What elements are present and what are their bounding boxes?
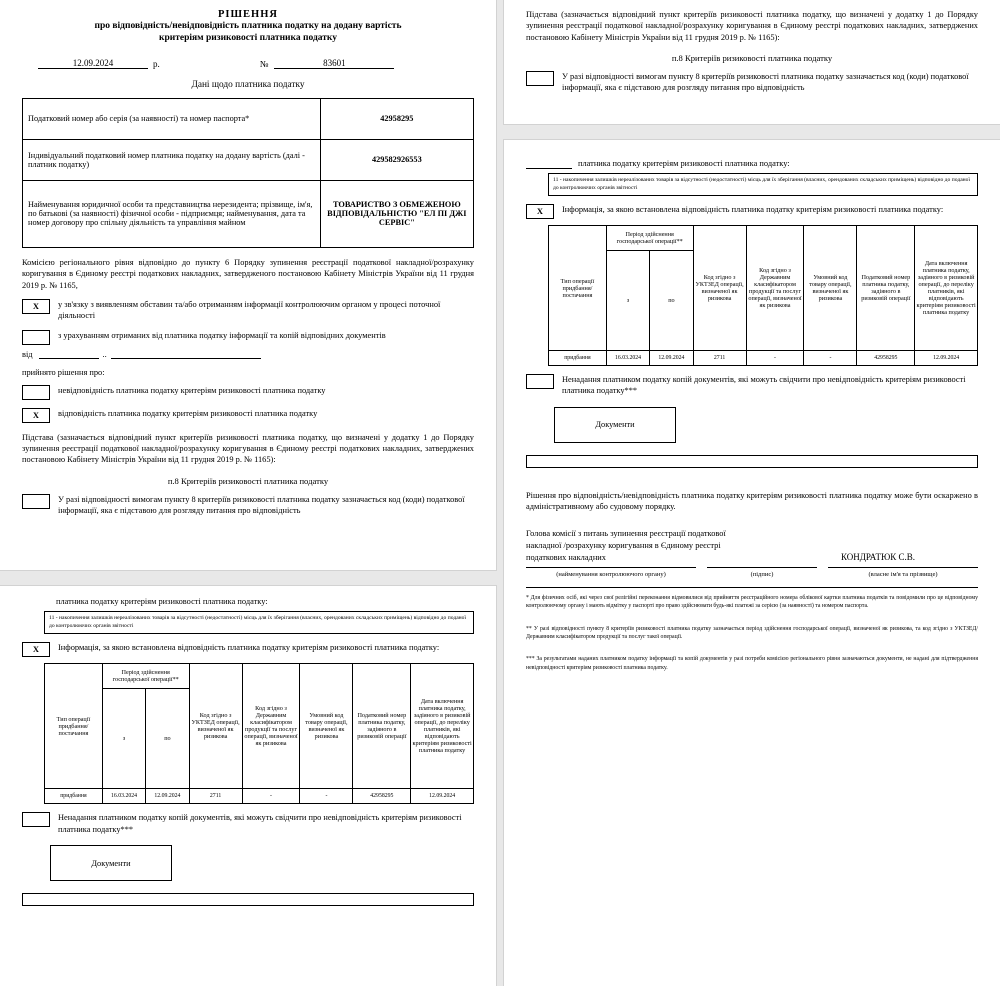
grid-h-col6: Податковий номер платника податку, задіяного в ризиковій операції — [353, 664, 411, 789]
criteria-tail-line — [526, 150, 572, 169]
doc-title — [22, 8, 474, 45]
payer-value-2: ТОВАРИСТВО З ОБМЕЖЕНОЮ ВІДПОВІДАЛЬНІСТЮ "ЕЛ ПІ ДЖІ СЕРВІС" — [320, 180, 473, 247]
page-2-right-top — [504, 0, 1000, 124]
commission-paragraph: Комісією регіонального рівня відповідно до пункту 6 Порядку зупинення реєстрації податкової накладної/розрахунку коригування в Єдиному реєстрі податкових накладних, затвердженого постановою Кабінету Міністрів України від 11 грудня 2019 р. № 1165, — [22, 257, 474, 290]
empty-field-bar[interactable] — [22, 893, 474, 906]
risk-operations-table-2 — [548, 225, 978, 366]
table-header-row — [549, 226, 978, 251]
grid-h-col2group: Період здійснення господарської операції** — [102, 664, 189, 689]
criteria-tail-2: платника податку критеріям ризиковості платника податку: — [578, 158, 790, 168]
checkbox-criteria-2[interactable] — [526, 71, 554, 86]
from-label: від — [22, 349, 33, 359]
grid-cell-0-1: 16.03.2024 — [102, 789, 145, 804]
checkbox-decision-1[interactable]: X — [22, 408, 50, 423]
grid-h-col2a: з — [102, 689, 145, 789]
checkbox-reason-1[interactable] — [22, 330, 50, 345]
grid-h-col7: Дата включення платника податку, задіяного в ризиковій операції, до переліку платників, які відповідають критеріям ризиковості платника податку — [411, 664, 474, 789]
grid2-cell-0-5: - — [804, 351, 857, 366]
empty-field-bar-2[interactable] — [526, 455, 978, 468]
payer-value-1: 429582926553 — [320, 139, 473, 180]
signature-labels — [526, 567, 978, 579]
signature-name: КОНДРАТЮК С.В. — [841, 552, 915, 563]
grid-h-col2b: по — [146, 689, 189, 789]
grid-h-col5: Умовний код товару операції, визначеної як ризикова — [300, 664, 353, 789]
checkbox-nonprovision-2[interactable] — [526, 374, 554, 389]
nonprovision-text-2: Ненадання платником податку копій документів, які можуть свідчити про невідповідність критеріям ризиковості платника податку*** — [562, 375, 966, 396]
table-row — [549, 351, 978, 366]
criteria-point-heading: п.8 Критеріїв ризиковості платника податку — [167, 475, 329, 486]
reason-text-1: з урахуванням отриманих від платника податку інформації та копій відповідних документів — [58, 330, 386, 340]
grid-cell-0-3: 2711 — [189, 789, 242, 804]
grid2-h-col2group: Період здійснення господарської операції** — [606, 226, 693, 251]
grid2-h-col6: Податковий номер платника податку, задіяного в ризиковій операції — [857, 226, 915, 351]
page-1-left-top — [0, 0, 496, 570]
signature-label-mid: (підпис) — [707, 567, 817, 579]
risk-operations-table — [44, 663, 474, 804]
table-row — [23, 139, 474, 180]
doc-title-main: РІШЕННЯ — [218, 9, 278, 20]
grid2-h-col3: Код згідно з УКТЗЕД операції, визначеної як ризикова — [693, 226, 746, 351]
decision-intro: прийнято рішення про: — [22, 367, 105, 377]
payer-label-0: Податковий номер або серія (за наявності) та номер паспорта* — [23, 98, 321, 139]
checkbox-decision-0[interactable] — [22, 385, 50, 400]
doc-title-sub2: критеріям ризиковості платника податку — [158, 33, 338, 43]
grid-cell-0-0: придбання — [45, 789, 103, 804]
payer-label-1: Індивідуальний податковий номер платника податку на додану вартість (далі - платник податку) — [23, 139, 321, 180]
payer-table — [22, 98, 474, 248]
reason-option-0[interactable] — [22, 299, 474, 322]
nonprovision-block-2[interactable] — [526, 374, 978, 397]
footnote-2: *** За результатами наданих платником податку інформації та копій документів у разі потреби комісією регіонального рівня зазначаються документи, не надані для підтвердження невідповідності критеріям ризиковості платника податку. — [526, 656, 978, 671]
criteria-tail-row — [526, 150, 978, 169]
documents-box[interactable]: Документи — [50, 845, 172, 881]
criteria-block-2[interactable] — [526, 71, 978, 94]
grid2-cell-0-6: 42958295 — [857, 351, 915, 366]
grid2-h-col1: Тип операції придбання/ постачання — [549, 226, 607, 351]
table-row — [45, 789, 474, 804]
info-block-text: Інформація, за якою встановлена відповідність платника податку критеріям ризиковості платника податку: — [58, 643, 440, 653]
grid2-cell-0-0: придбання — [549, 351, 607, 366]
criteria-block-text: У разі відповідності вимогам пункту 8 критеріїв ризиковості платника податку зазначається код (коди) податкової інформації, яка є підставою для розгляду питання про відповідність — [58, 494, 465, 515]
grid2-h-col2b: по — [650, 251, 693, 351]
signature-label-right: (власне ім'я та прізвище) — [828, 567, 978, 579]
grid2-cell-0-3: 2711 — [693, 351, 746, 366]
grid-cell-0-6: 42958295 — [353, 789, 411, 804]
code-box-2: 11 - накопичення залишків нереалізованих товарів за відсутності (недостатності) місць для їх зберігання (власних, орендованих складських приміщень) відповідно до поданої до контролюючих органів звітності — [548, 173, 978, 196]
info-block-2[interactable] — [526, 204, 978, 219]
number-label: № — [259, 58, 269, 69]
decision-text-1: відповідність платника податку критеріям ризиковості платника податку — [58, 408, 318, 418]
grid2-cell-0-1: 16.03.2024 — [606, 351, 649, 366]
nonprovision-block[interactable] — [22, 812, 474, 835]
payer-data-heading: Дані щодо платника податку — [191, 79, 305, 90]
date-value: 12.09.2024 — [38, 58, 148, 69]
grid-h-col1: Тип операції придбання/ постачання — [45, 664, 103, 789]
page-1-left-bottom — [0, 586, 496, 986]
footnote-1: ** У разі відповідності пункту 8 критеріїв ризиковості платника податку зазначається період здійснення господарської операції, визначеної як ризикова, та код згідно з УКТЗЕД/Державним класифікатором продукції та послуг такої операції. — [526, 625, 978, 641]
basis-paragraph-2: Підстава (зазначається відповідний пункт критеріїв ризиковості платника податку, що визначені у додатку 1 до Порядку зупинення реєстрації податкової накладної/розрахунку коригування в Єдиному реєстрі податкових накладних, затверджених постановою Кабінету Міністрів України від 11 грудня 2019 р. № 1165): — [526, 10, 978, 42]
decision-option-0[interactable] — [22, 385, 474, 400]
payer-label-2: Найменування юридичної особи та представництва нерезидента; прізвище, ім'я, по батькові (за наявності) фізичної особи - підприємця; найменування, дата та номер договору про спільну діяльність та управління майном — [23, 180, 321, 247]
grid2-h-col5: Умовний код товару операції, визначеної як ризикова — [804, 226, 857, 351]
info-block-text-2: Інформація, за якою встановлена відповідність платника податку критеріям ризиковості платника податку: — [562, 205, 944, 215]
page-2-right-main — [504, 140, 1000, 986]
date-suffix: р. — [153, 58, 160, 69]
basis-paragraph: Підстава (зазначається відповідний пункт критеріїв ризиковості платника податку, що визначені у додатку 1 до Порядку зупинення реєстрації податкової накладної/розрахунку коригування в Єдиному реєстрі податкових накладних, затверджених постановою Кабінету Міністрів України від 11 грудня 2019 р. № 1165): — [22, 432, 474, 465]
grid-h-col3: Код згідно з УКТЗЕД операції, визначеної як ризикова — [189, 664, 242, 789]
footnote-0: * Для фізичних осіб, які через свої релігійні переконання відмовилися від прийняття реєстраційного номера облікової картки платника податків та повідомили про це відповідному контролюючому органу і мають відмітку у паспорті про право здійснювати будь-які платежі за серією (за наявності) та номером паспорта. — [526, 594, 978, 610]
documents-box-2[interactable]: Документи — [554, 407, 676, 443]
payer-value-0: 42958295 — [320, 98, 473, 139]
table-row — [23, 180, 474, 247]
grid2-h-col2a: з — [606, 251, 649, 351]
risk-grid-wrap-2 — [548, 225, 978, 366]
grid2-h-col4: Код згідно з Державним класифікатором продукції та послуг операції, визначеної як ризикова — [746, 226, 804, 351]
grid2-cell-0-4: - — [746, 351, 804, 366]
grid2-cell-0-2: 12.09.2024 — [650, 351, 693, 366]
checkbox-info[interactable]: X — [22, 642, 50, 657]
criteria-point-heading-2: п.8 Критеріїв ризиковості платника податку — [671, 53, 833, 64]
decision-text-0: невідповідність платника податку критеріям ризиковості платника податку — [58, 385, 326, 395]
risk-grid-wrap — [44, 663, 474, 804]
signature-role: Голова комісії з питань зупинення реєстрації податкової накладної /розрахунку коригування в Єдиному реєстрі податкових накладних — [526, 529, 726, 562]
code-box: 11 - накопичення залишків нереалізованих товарів за відсутності (недостатності) місць для їх зберігання (власних, орендованих складських приміщень) відповідно до поданої до контролюючих органів звітності — [44, 611, 474, 634]
grid-cell-0-2: 12.09.2024 — [146, 789, 189, 804]
table-header-row — [45, 664, 474, 689]
decision-option-1[interactable] — [22, 408, 474, 423]
table-row — [23, 98, 474, 139]
criteria-block[interactable] — [22, 494, 474, 517]
grid-cell-0-4: - — [242, 789, 300, 804]
criteria-tail: платника податку критеріям ризиковості платника податку: — [56, 597, 268, 606]
signature-area — [526, 528, 978, 578]
checkbox-nonprovision[interactable] — [22, 812, 50, 827]
from-extra-field[interactable] — [111, 349, 261, 359]
reason-option-1[interactable] — [22, 330, 474, 345]
grid2-h-col7: Дата включення платника податку, задіяного в ризиковій операції, до переліку платників, які відповідають критеріям ризиковості платника податку — [915, 226, 978, 351]
reason-text-0: у зв'язку з виявленням обставин та/або отриманням інформації контролюючим органом у процесі поточної діяльності — [58, 299, 441, 321]
grid-cell-0-7: 12.09.2024 — [411, 789, 474, 804]
signature-label-left: (найменування контролюючого органу) — [526, 567, 696, 579]
from-date-field[interactable] — [39, 349, 99, 359]
grid-h-col4: Код згідно з Державним класифікатором продукції та послуг операції, визначеної як ризикова — [242, 664, 300, 789]
criteria-block-text-2: У разі відповідності вимогам пункту 8 критеріїв ризиковості платника податку зазначається код (коди) податкової інформації, яка є підставою для розгляду питання про відповідність — [562, 72, 969, 93]
signature-row — [526, 528, 978, 563]
checkbox-criteria[interactable] — [22, 494, 50, 509]
nonprovision-text: Ненадання платником податку копій документів, які можуть свідчити про невідповідність критеріям ризиковості платника податку*** — [58, 813, 462, 834]
info-block[interactable] — [22, 642, 474, 657]
date-number-row — [22, 58, 474, 69]
grid-cell-0-5: - — [300, 789, 353, 804]
checkbox-reason-0[interactable]: X — [22, 299, 50, 314]
from-date-row: від .. — [22, 349, 474, 359]
footer-divider — [526, 587, 978, 588]
grid2-cell-0-7: 12.09.2024 — [915, 351, 978, 366]
checkbox-info-2[interactable]: X — [526, 204, 554, 219]
appeal-paragraph: Рішення про відповідність/невідповідність платника податку критеріям ризиковості платника податку може бути оскаржено в адміністративному або судовому порядку. — [526, 490, 978, 512]
doc-title-sub1: про відповідність/невідповідність платника податку на додану вартість — [94, 21, 402, 32]
number-value: 83601 — [274, 58, 394, 69]
